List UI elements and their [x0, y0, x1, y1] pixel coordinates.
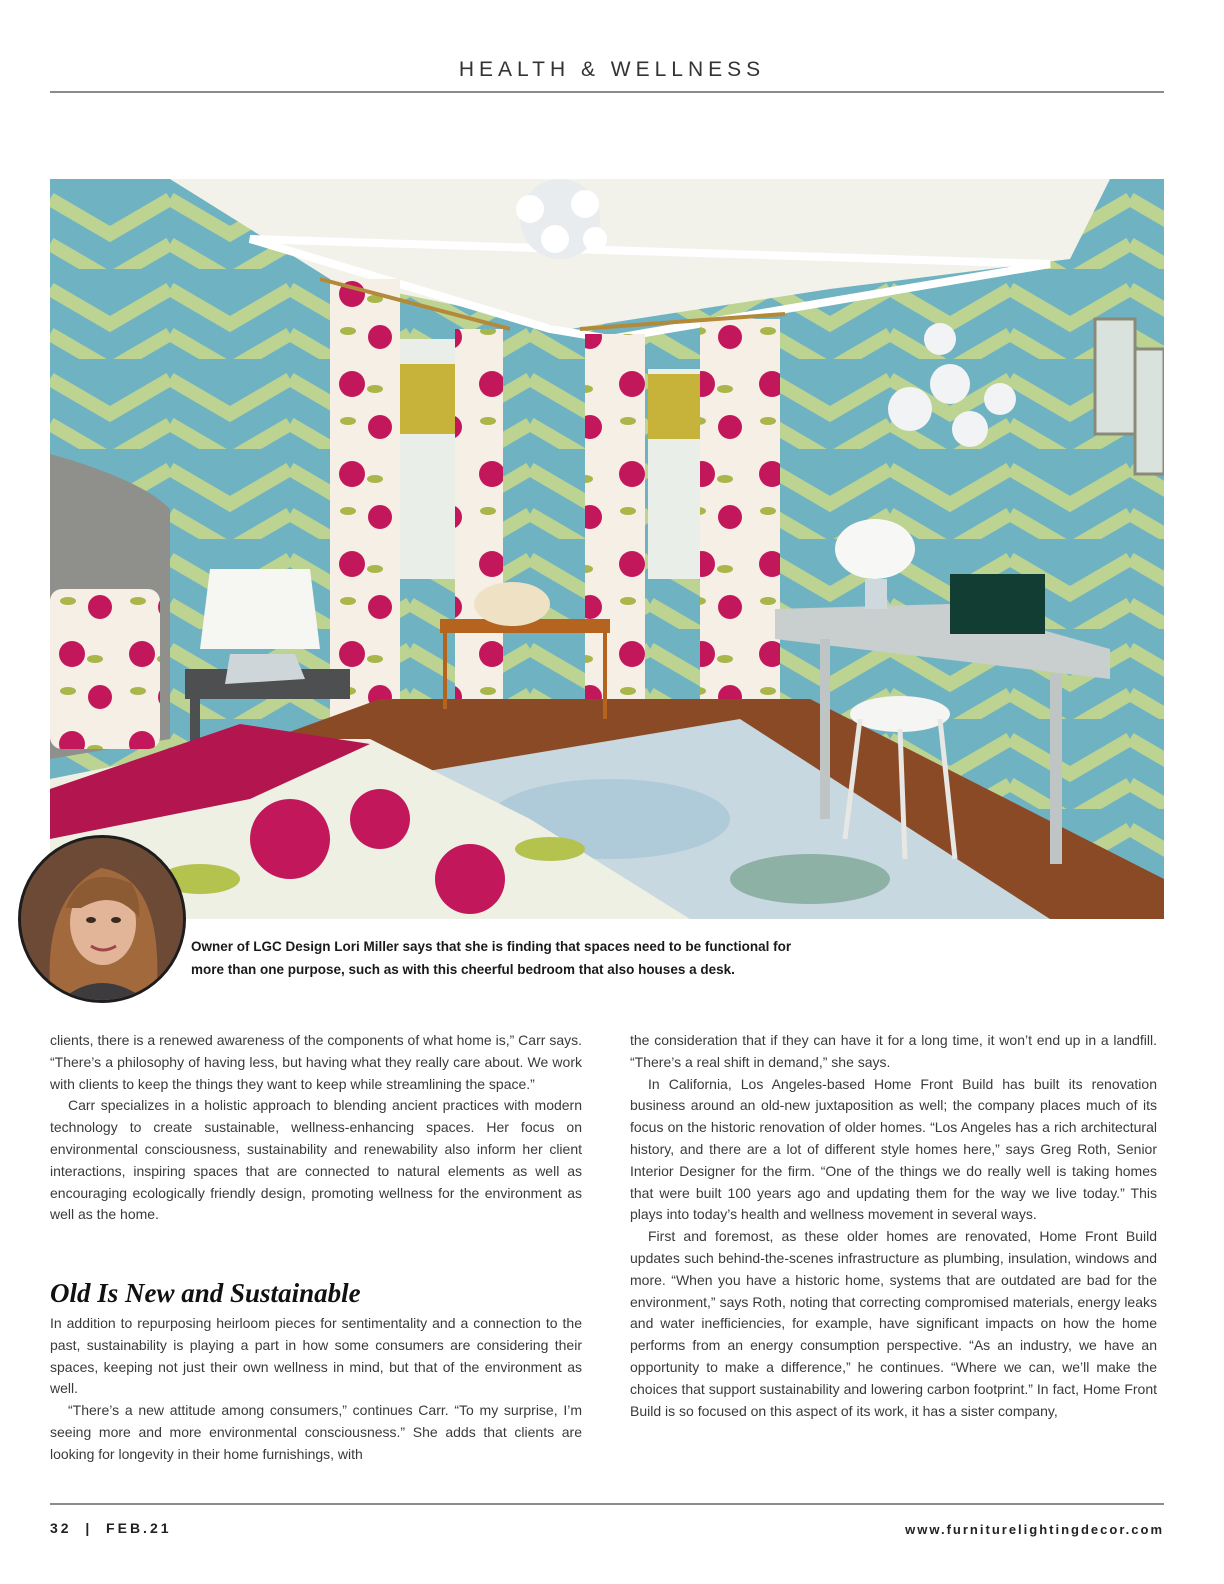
article-subhead: Old Is New and Sustainable: [50, 1278, 361, 1308]
article-paragraph: In addition to repurposing heirloom pieces for sentimentality and a connection to the past, sustainability is playing a part in how some consumers are considering their spaces, keeping not just their own wellness in mind, but that of the environment as well.: [50, 1315, 582, 1397]
article-paragraph: In California, Los Angeles-based Home Front Build has built its renovation business around an old-new juxtaposition as well; the company places much of its focus on the historic renovation of older homes. “Los Angeles has a rich architectural history, and there are a lot of different style homes here,” says Greg Roth, Senior Interior Designer for the firm. “One of the things we do really well is taking homes that were built 100 years ago and updating them for the way we live today.” This plays into today’s health and wellness movement in several ways.: [630, 1075, 1157, 1223]
footer-rule: [50, 1503, 1164, 1505]
article-column-left-continued: [50, 1313, 582, 1466]
photo-caption: [191, 935, 951, 981]
designer-portrait: [18, 835, 186, 1003]
article-paragraph: Carr specializes in a holistic approach to blending ancient practices with modern technology to create sustainable, wellness-enhancing spaces. Her focus on environmental consciousness, sustainability and renewability also inform her client interactions, inspiring spaces that are connected to natural elements as well as encouraging ecologically friendly design, promoting wellness for the environment as well as the home.: [50, 1097, 582, 1223]
article-paragraph: “There’s a new attitude among consumers,” continues Carr. “To my surprise, I’m seeing more and more environmental consciousness.” She adds that clients are looking for longevity in their home furnishings, with: [50, 1402, 582, 1462]
caption-line-1: Owner of LGC Design Lori Miller says that she is finding that spaces need to be functional for: [191, 939, 792, 954]
article-paragraph: the consideration that if they can have it for a long time, it won’t end up in a landfill. “There’s a real shift in demand,” she says.: [630, 1032, 1157, 1070]
bedroom-photo: [50, 179, 1164, 919]
caption-line-2: more than one purpose, such as with this cheerful bedroom that also houses a desk.: [191, 962, 735, 977]
section-title: HEALTH & WELLNESS: [458, 58, 766, 81]
article-paragraph: First and foremost, as these older homes are renovated, Home Front Build updates such behind-the-scenes infrastructure as plumbing, insulation, windows and more. “When you have a historic home, systems that are outdated are bad for the environment,” says Roth, noting that correcting compromised materials, energy leaks and water inefficiencies, for example, have significant impacts on how the home performs from an energy consumption perspective. “As an industry, we have an opportunity to make a difference,” he continues. “Where we can, we’ll make the choices that support sustainability and lowering carbon footprint.” In fact, Home Front Build is so focused on this aspect of its work, it has a sister company,: [630, 1228, 1157, 1419]
page-folio: 32 | FEB.21: [50, 1520, 172, 1536]
article-paragraph: clients, there is a renewed awareness of the components of what home is,” Carr says. “There’s a philosophy of having less, but having what they really care about. We work with clients to keep the things they want to keep while streamlining the space.”: [50, 1032, 582, 1092]
header-rule: [50, 91, 1164, 93]
article-column-left: [50, 1030, 582, 1226]
website-link[interactable]: www.furniturelightingdecor.com: [905, 1522, 1164, 1537]
article-column-right: [630, 1030, 1157, 1422]
